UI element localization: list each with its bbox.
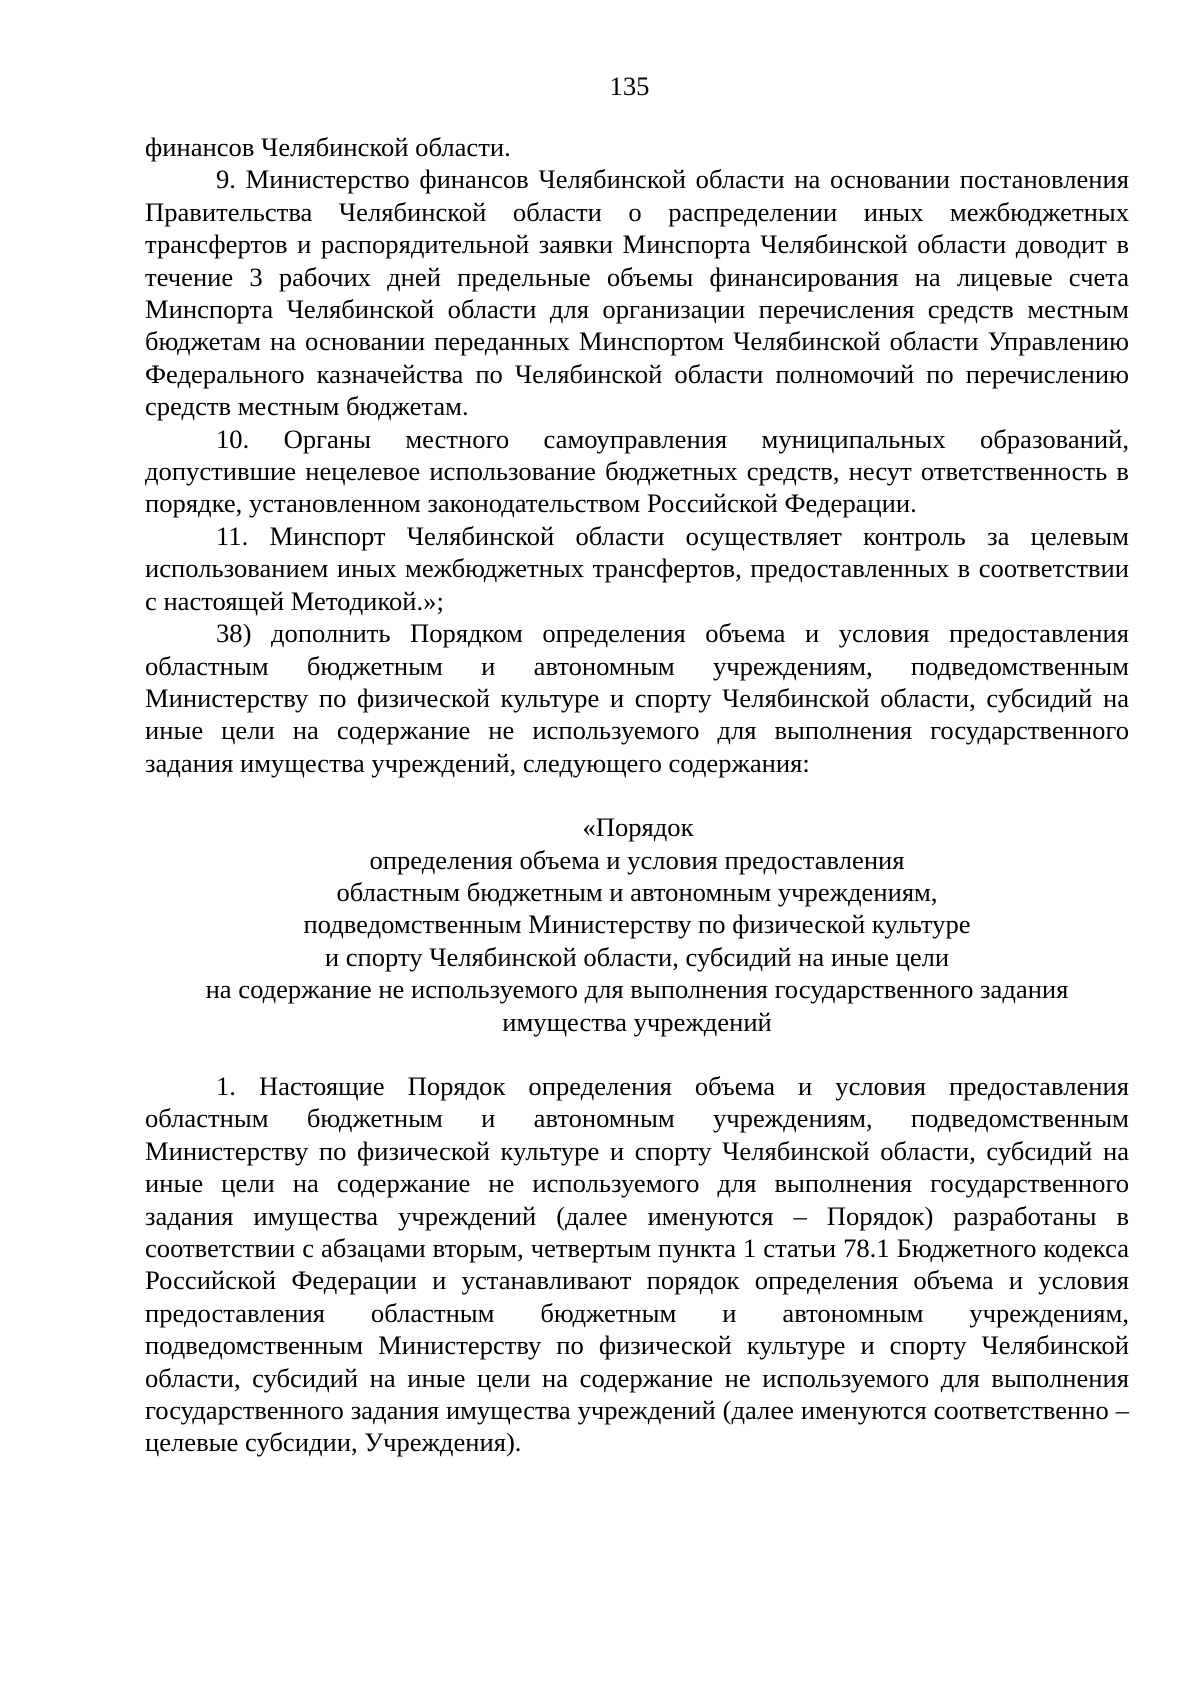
title-line: подведомственным Министерству по физической культуре bbox=[303, 909, 971, 940]
paragraph-item-38: 38) дополнить Порядком определения объема и условия предоставления областным бюджетным и автономным учреждениям, подведомственным Министерству по физической культуре и спорту Челябинской области, субсидий на иные цели на содержание не используемого для выполнения государственного задания имущества учреждений, следующего содержания: bbox=[145, 618, 1129, 778]
title-line: имущества учреждений bbox=[502, 1006, 772, 1037]
title-line: и спорту Челябинской области, субсидий на иные цели bbox=[324, 941, 950, 972]
title-line: «Порядок bbox=[582, 812, 694, 843]
title-line: на содержание не используемого для выполнения государственного задания bbox=[205, 974, 1069, 1005]
page-number: 135 bbox=[609, 71, 650, 101]
paragraph-item-9: 9. Министерство финансов Челябинской области на основании постановления Правительства Челябинской области о распределении иных межбюджетных трансфертов и распорядительной заявки Минспорта Челябинской области доводит в течение 3 рабочих дней предельные объемы финансирования на лицевые счета Минспорта Челябинской области для организации перечисления средств местным бюджетам на основании переданных Минспортом Челябинской области Управлению Федерального казначейства по Челябинской области полномочий по перечислению средств местным бюджетам. bbox=[145, 164, 1129, 422]
title-line: областным бюджетным и автономным учреждениям, bbox=[336, 876, 938, 907]
paragraph-item-10: 10. Органы местного самоуправления муниципальных образований, допустившие нецелевое использование бюджетных средств, несут ответственность в порядке, установленном законодательством Российской Федерации. bbox=[145, 423, 1129, 519]
section-title bbox=[145, 811, 1129, 1038]
title-line: определения объема и условия предоставления bbox=[369, 844, 905, 875]
paragraph-continuation: финансов Челябинской области. bbox=[145, 132, 511, 162]
paragraph-item-1: 1. Настоящие Порядок определения объема и условия предоставления областным бюджетным и автономным учреждениям, подведомственным Министерству по физической культуре и спорту Челябинской области, субсидий на иные цели на содержание не используемого для выполнения государственного задания имущества учреждений (далее именуются – Порядок) разработаны в соответствии с абзацами вторым, четвертым пункта 1 статьи 78.1 Бюджетного кодекса Российской Федерации и устанавливают порядок определения объема и условия предоставления областным бюджетным и автономным учреждениям, подведомственным Министерству по физической культуре и спорту Челябинской области, субсидий на иные цели на содержание не используемого для выполнения государственного задания имущества учреждений (далее именуются соответственно – целевые субсидии, Учреждения). bbox=[145, 1070, 1129, 1458]
paragraph-item-11: 11. Минспорт Челябинской области осуществляет контроль за целевым использованием иных межбюджетных трансфертов, предоставленных в соответствии с настоящей Методикой.»; bbox=[145, 520, 1129, 616]
document-body bbox=[145, 131, 1129, 1459]
